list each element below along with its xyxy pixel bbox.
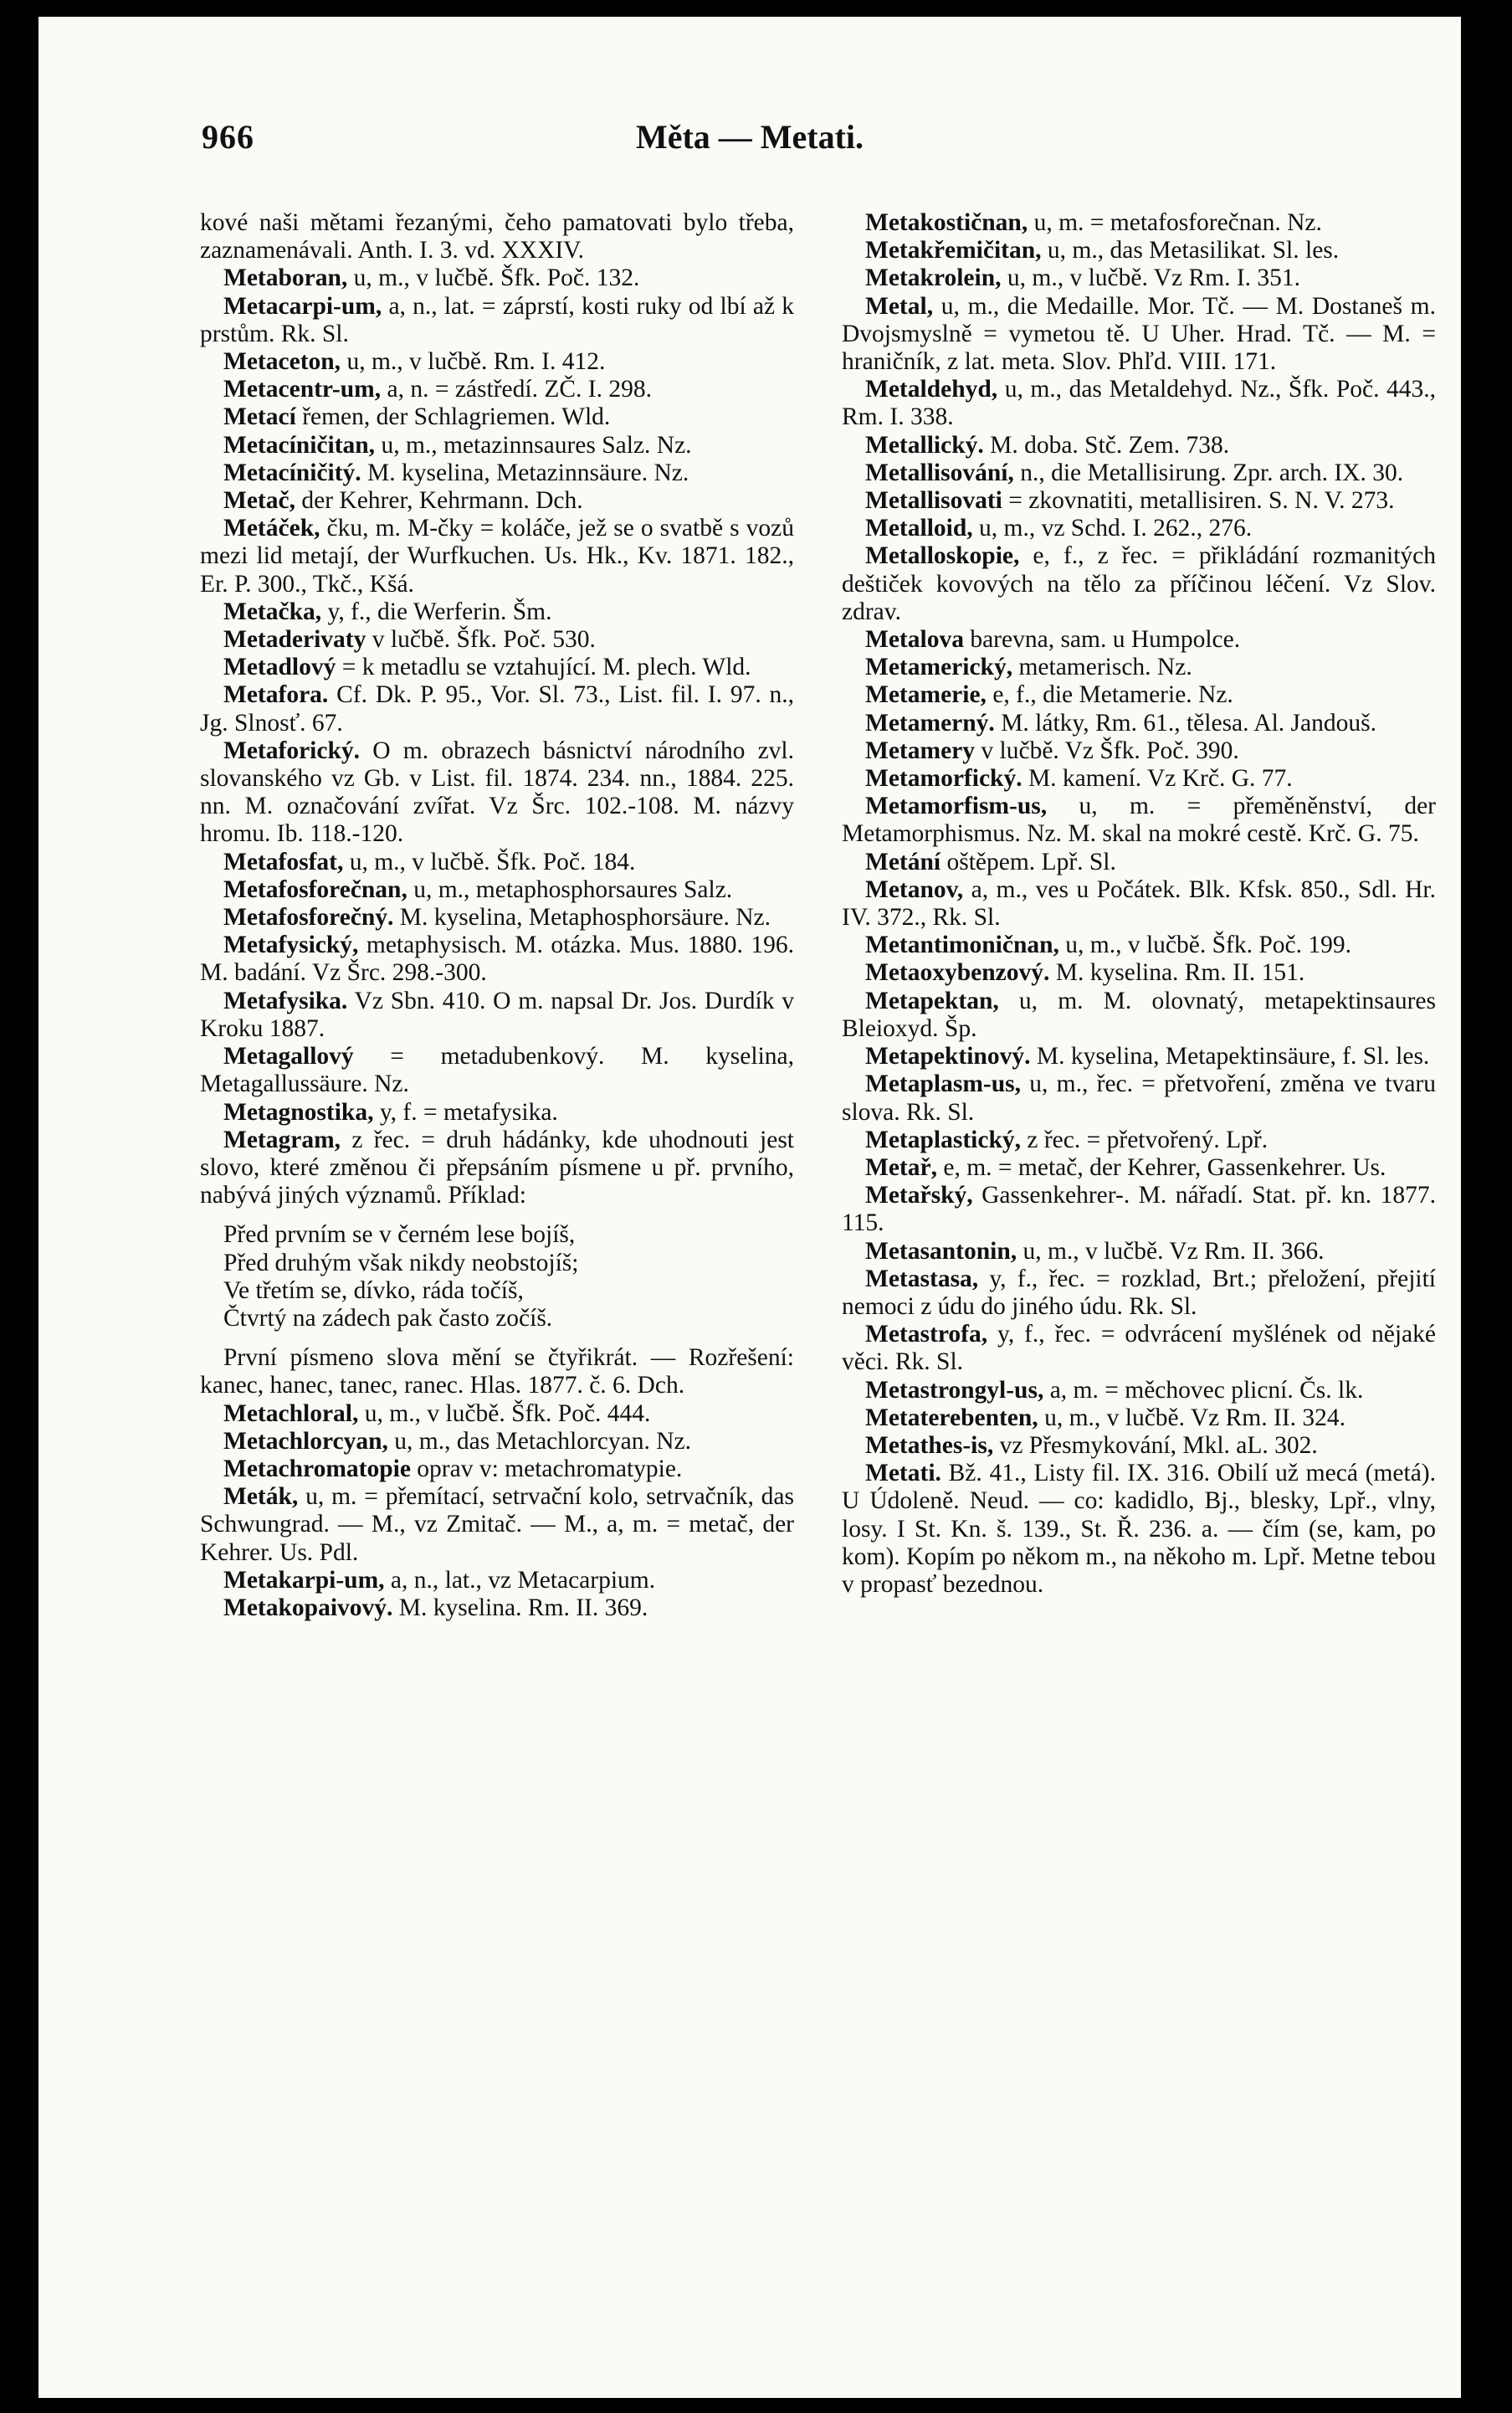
entry-text: u, m., v lučbě. Šfk. Poč. 184. xyxy=(343,848,636,875)
dictionary-entry xyxy=(200,209,794,264)
dictionary-entry xyxy=(842,1127,1436,1154)
entry-headword: Metaoxybenzový. xyxy=(865,959,1050,987)
entry-headword: Metafysika. xyxy=(223,987,348,1014)
dictionary-entry xyxy=(200,1594,794,1622)
entry-headword: Metapektinový. xyxy=(865,1043,1031,1070)
entry-headword: Metaboran, xyxy=(223,264,348,292)
dictionary-entry xyxy=(200,1483,794,1567)
dictionary-entry xyxy=(842,626,1436,654)
entry-text: a, n., lat., vz Metacarpium. xyxy=(384,1566,656,1594)
entry-headword: Meták, xyxy=(223,1483,299,1511)
entry-headword: Metaplasm-us, xyxy=(865,1070,1022,1098)
entry-headword: Metastrongyl-us, xyxy=(865,1376,1044,1404)
entry-text: u, m., v lučbě. Šfk. Poč. 199. xyxy=(1058,932,1351,959)
dictionary-entry xyxy=(842,876,1436,932)
entry-text: u, m., v lučbě. Vz Rm. I. 351. xyxy=(1001,264,1301,292)
page-number: 966 xyxy=(202,118,254,156)
entry-text: e, m. = metač, der Kehrer, Gassenkehrer. Us. xyxy=(936,1153,1386,1181)
entry-text: Vz Sbn. 410. O m. napsal Dr. Jos. Durdík v Kroku 1887. xyxy=(200,987,794,1042)
entry-headword: Metakarpi-um, xyxy=(223,1566,385,1594)
dictionary-entry xyxy=(200,403,794,431)
entry-text: metaphysisch. M. otázka. Mus. 1880. 196. M. badání. Vz Šrc. 298.-300. xyxy=(200,932,794,987)
dictionary-entry xyxy=(200,932,794,987)
entry-text: z řec. = druh hádánky, kde uhodnouti jest slovo, které změnou či přepsáním písmene u př. prvního, nabývá jiných významů. Příklad: xyxy=(200,1126,794,1209)
entry-text: u, m., die Medaille. Mor. Tč. — M. Dostaneš m. Dvojsmyslně = vymetou tě. U Uher. Hrad. Tč. — M. = hraničník, z lat. meta. Slov. Phľd. VIII. 171. xyxy=(842,292,1436,376)
dictionary-entry xyxy=(200,1567,794,1594)
entry-text: a, m. = měchovec plicní. Čs. lk. xyxy=(1043,1376,1364,1404)
dictionary-entry xyxy=(842,432,1436,459)
dictionary-entry xyxy=(842,264,1436,292)
entry-headword: Metapektan, xyxy=(865,987,999,1014)
dictionary-entry xyxy=(200,598,794,626)
entry-text: = k metadlu se vztahující. M. plech. Wld. xyxy=(336,654,751,681)
entry-text: Bž. 41., Listy fil. IX. 316. Obilí už mecá (metá). U Údoleně. Neud. — co: kadidlo, Bj., blesky, Lpř., vlny, losy. I St. Kn. š. 139., St. Ř. 236. a. — čím (se, kam, po kom). Kopím po někom m., na někoho m. Lpř. Metne tebou v propasť bezednou. xyxy=(842,1460,1436,1598)
dictionary-entry xyxy=(200,487,794,515)
entry-text: M. kyselina, Metazinnsäure. Nz. xyxy=(361,459,689,486)
dictionary-entry xyxy=(200,264,794,292)
dictionary-entry xyxy=(200,1456,794,1483)
right-column xyxy=(842,209,1436,1599)
dictionary-entry xyxy=(200,849,794,876)
dictionary-entry xyxy=(842,765,1436,793)
dictionary-entry xyxy=(842,1321,1436,1376)
dictionary-entry xyxy=(842,1238,1436,1266)
dictionary-entry xyxy=(200,737,794,849)
entry-headword: Metaterebenten, xyxy=(865,1404,1038,1431)
dictionary-entry xyxy=(200,293,794,348)
entry-text: u, m., das Metaldehyd. Nz., Šfk. Poč. 443., Rm. I. 338. xyxy=(842,376,1436,431)
entry-text: u, m. = přeměněnství, der Metamorphismus. Nz. M. skal na mokré cestě. Krč. G. 75. xyxy=(842,793,1436,848)
dictionary-entry xyxy=(200,681,794,737)
entry-headword: Metačka, xyxy=(223,598,322,625)
entry-headword: Metamorfism-us, xyxy=(865,793,1048,820)
dictionary-entry xyxy=(200,459,794,487)
entry-text: oštěpem. Lpř. Sl. xyxy=(941,848,1116,875)
dictionary-page xyxy=(38,17,1461,2398)
verse-line: Čtvrtý na zádech pak často zočíš. xyxy=(223,1304,553,1332)
entry-text: u, m., řec. = přetvoření, změna ve tvaru slova. Rk. Sl. xyxy=(842,1070,1436,1126)
entry-text: M. kyselina, Metaphosphorsäure. Nz. xyxy=(393,904,771,932)
entry-headword: Metathes-is, xyxy=(865,1431,994,1459)
entry-text: y, f., die Werferin. Šm. xyxy=(321,598,552,625)
entry-headword: Metařský, xyxy=(865,1182,973,1209)
entry-text: O m. obrazech básnictví národního zvl. slovanského vz Gb. v List. fil. 1874. 234. nn., 1884. 225. nn. M. označování zvířat. Vz Šrc. 102.-108. M. názvy hromu. Ib. 118.-120. xyxy=(200,737,794,848)
entry-headword: Metachloral, xyxy=(223,1399,359,1427)
left-column xyxy=(200,209,794,1622)
dictionary-entry xyxy=(200,654,794,681)
entry-text: v lučbě. Šfk. Poč. 530. xyxy=(366,626,596,654)
entry-text: v lučbě. Vz Šfk. Poč. 390. xyxy=(975,737,1239,764)
dictionary-entry xyxy=(842,376,1436,431)
dictionary-entry xyxy=(842,487,1436,515)
dictionary-entry xyxy=(842,1404,1436,1432)
entry-headword: Metakostičnan, xyxy=(865,209,1028,236)
dictionary-entry xyxy=(842,654,1436,681)
entry-headword: Metař, xyxy=(865,1153,937,1181)
entry-text: u, m., v lučbě. Šfk. Poč. 444. xyxy=(358,1399,651,1427)
entry-text: u, m., v lučbě. Rm. I. 412. xyxy=(341,348,606,376)
entry-headword: Metacentr-um, xyxy=(223,376,382,403)
entry-text: u, m., metazinnsaures Salz. Nz. xyxy=(375,431,692,459)
dictionary-entry xyxy=(842,710,1436,737)
entry-text: Cf. Dk. P. 95., Vor. Sl. 73., List. fil. I. 97. n., Jg. Slnosť. 67. xyxy=(200,681,794,737)
entry-headword: Metati. xyxy=(865,1460,941,1487)
dictionary-entry xyxy=(200,904,794,932)
entry-text: u, m., v lučbě. Vz Rm. II. 366. xyxy=(1017,1237,1325,1265)
entry-text: = metadubenkový. M. kyselina, Metagallussäure. Nz. xyxy=(200,1043,794,1098)
entry-headword: Metaceton, xyxy=(223,348,341,376)
entry-text: Gassenkehrer-. M. nářadí. Stat. př. kn. 1877. 115. xyxy=(842,1182,1436,1237)
entry-headword: Metasantonin, xyxy=(865,1237,1017,1265)
entry-text: M. látky, Rm. 61., tělesa. Al. Jandouš. xyxy=(994,709,1376,737)
entry-headword: Metafosforečný. xyxy=(223,904,394,932)
entry-text: První písmeno slova mění se čtyřikrát. — Rozřešení: kanec, hanec, tanec, ranec. Hlas. 1877. č. 6. Dch. xyxy=(200,1344,794,1399)
entry-headword: Metač, xyxy=(223,487,295,515)
entry-headword: Metafysický, xyxy=(223,932,359,959)
entry-headword: Metamery xyxy=(865,737,976,764)
entry-headword: Metafosfat, xyxy=(223,848,344,875)
entry-headword: Metalova xyxy=(865,626,964,654)
entry-text: M. kyselina, Metapektinsäure, f. Sl. les. xyxy=(1030,1043,1430,1070)
entry-text: u, m., das Metachlorcyan. Nz. xyxy=(387,1427,691,1455)
entry-headword: Metamerie, xyxy=(865,681,987,709)
entry-text: čku, m. M-čky = koláče, jež se o svatbě s vozů mezi lid metají, der Wurfkuchen. Us. Hk., Kv. 1871. 182., Er. P. 300., Tkč., Kšá. xyxy=(200,515,794,598)
entry-headword: Metakrolein, xyxy=(865,264,1002,292)
dictionary-entry xyxy=(842,209,1436,237)
dictionary-entry xyxy=(842,542,1436,626)
entry-headword: Metakopaivový. xyxy=(223,1594,393,1621)
entry-text: z řec. = přetvořený. Lpř. xyxy=(1021,1126,1269,1153)
dictionary-entry xyxy=(200,988,794,1043)
entry-headword: Metalloskopie, xyxy=(865,542,1020,570)
entry-headword: Metagallový xyxy=(223,1043,354,1070)
dictionary-entry xyxy=(842,932,1436,959)
entry-headword: Metání xyxy=(865,848,941,875)
dictionary-entry xyxy=(842,459,1436,487)
entry-headword: Metacarpi-um, xyxy=(223,292,382,320)
entry-text: u, m. = přemítací, setrvační kolo, setrvačník, das Schwungrad. — M., vz Zmitač. — M., a, m. = metač, der Kehrer. Us. Pdl. xyxy=(200,1483,794,1566)
entry-text: a, n., lat. = záprstí, kosti ruky od lbí až k prstům. Rk. Sl. xyxy=(200,292,794,347)
dictionary-entry xyxy=(842,1070,1436,1126)
entry-headword: Metantimoničnan, xyxy=(865,932,1059,959)
page-header xyxy=(38,117,1461,167)
entry-headword: Metaldehyd, xyxy=(865,376,998,403)
dictionary-entry xyxy=(842,1377,1436,1404)
dictionary-entry xyxy=(842,1182,1436,1237)
entry-text: y, f., řec. = odvrácení myšlének od nějaké věci. Rk. Sl. xyxy=(842,1321,1436,1376)
entry-text: e, f., z řec. = přikládání rozmanitých deštiček kovových na tělo za příčinou léčení. Vz Slov. zdrav. xyxy=(842,542,1436,625)
entry-headword: Metallický. xyxy=(865,431,984,459)
entry-text: M. kamení. Vz Krč. G. 77. xyxy=(1022,765,1293,793)
entry-headword: Metaplastický, xyxy=(865,1126,1021,1153)
entry-text: = zkovnatiti, metallisiren. S. N. V. 273. xyxy=(1002,487,1395,515)
dictionary-entry xyxy=(842,1154,1436,1182)
entry-headword: Metagnostika, xyxy=(223,1098,374,1126)
dictionary-entry xyxy=(842,1460,1436,1599)
dictionary-entry xyxy=(200,1428,794,1456)
entry-headword: Metáček, xyxy=(223,515,320,542)
entry-headword: Metaderivaty xyxy=(223,626,366,654)
verse-line: Před druhým však nikdy neobstojíš; xyxy=(223,1249,579,1276)
entry-text: e, f., die Metamerie. Nz. xyxy=(986,681,1233,709)
entry-headword: Metachlorcyan, xyxy=(223,1427,388,1455)
dictionary-entry xyxy=(842,959,1436,987)
dictionary-entry xyxy=(842,515,1436,542)
entry-text: kové naši mětami řezanými, čeho pamatovati bylo třeba, zaznamenávali. Anth. I. 3. vd. XXXIV. xyxy=(200,209,794,264)
dictionary-entry xyxy=(842,988,1436,1043)
entry-text: a, n. = zástředí. ZČ. I. 298. xyxy=(381,376,652,403)
entry-headword: Metagram, xyxy=(223,1126,341,1153)
dictionary-entry xyxy=(200,1127,794,1210)
entry-headword: Metaforický. xyxy=(223,737,360,764)
dictionary-entry xyxy=(842,1266,1436,1321)
dictionary-entry xyxy=(200,432,794,459)
entry-headword: Metanov, xyxy=(865,875,964,903)
entry-text: u, m., v lučbě. Vz Rm. II. 324. xyxy=(1038,1404,1346,1431)
dictionary-entry xyxy=(200,515,794,598)
entry-headword: Metamerický, xyxy=(865,654,1013,681)
dictionary-entry xyxy=(842,1043,1436,1070)
entry-headword: Metadlový xyxy=(223,654,336,681)
entry-headword: Metamorfický. xyxy=(865,765,1023,793)
entry-headword: Metallisování, xyxy=(865,459,1014,486)
entry-text: u, m. = metafosforečnan. Nz. xyxy=(1028,209,1322,236)
entry-headword: Metakřemičitan, xyxy=(865,237,1042,264)
entry-text: M. doba. Stč. Zem. 738. xyxy=(983,431,1230,459)
dictionary-entry xyxy=(842,737,1436,765)
entry-text: vz Přesmykování, Mkl. aL. 302. xyxy=(993,1431,1318,1459)
entry-text: y, f. = metafysika. xyxy=(373,1098,558,1126)
entry-headword: Metalloid, xyxy=(865,515,973,542)
entry-headword: Metal, xyxy=(865,292,934,320)
entry-text: M. kyselina. Rm. II. 151. xyxy=(1049,959,1305,987)
entry-headword: Metallisovati xyxy=(865,487,1002,515)
entry-text: řemen, der Schlagriemen. Wld. xyxy=(295,403,611,431)
entry-headword: Metastasa, xyxy=(865,1265,979,1292)
entry-text: u, m., vz Schd. I. 262., 276. xyxy=(972,515,1253,542)
dictionary-entry xyxy=(200,1400,794,1428)
dictionary-entry xyxy=(842,681,1436,709)
entry-text: barevna, sam. u Humpolce. xyxy=(963,626,1241,654)
entry-text: u, m. M. olovnatý, metapektinsaures Bleioxyd. Šp. xyxy=(842,987,1436,1042)
dictionary-entry xyxy=(200,626,794,654)
running-head: Měta — Metati. xyxy=(635,118,864,156)
entry-text: n., die Metallisirung. Zpr. arch. IX. 30. xyxy=(1013,459,1404,486)
dictionary-entry xyxy=(200,376,794,403)
entry-headword: Metastrofa, xyxy=(865,1321,988,1348)
dictionary-entry xyxy=(200,348,794,376)
entry-headword: Metafora. xyxy=(223,681,329,709)
entry-headword: Metamerný. xyxy=(865,709,995,737)
entry-text: M. kyselina. Rm. II. 369. xyxy=(392,1594,648,1621)
entry-headword: Metacíničitý. xyxy=(223,459,361,486)
entry-text: metamerisch. Nz. xyxy=(1012,654,1192,681)
verse-line: Před prvním se v černém lese bojíš, xyxy=(223,1221,576,1249)
dictionary-entry xyxy=(200,1043,794,1098)
verse-line: Ve třetím se, dívko, ráda točíš, xyxy=(223,1276,524,1304)
entry-text: u, m., v lučbě. Šfk. Poč. 132. xyxy=(347,264,640,292)
entry-text: u, m., metaphosphorsaures Salz. xyxy=(407,875,733,903)
entry-headword: Metací xyxy=(223,403,296,431)
entry-text: oprav v: metachromatypie. xyxy=(410,1455,683,1482)
entry-text: a, m., ves u Počátek. Blk. Kfsk. 850., Sdl. Hr. IV. 372., Rk. Sl. xyxy=(842,875,1436,932)
dictionary-entry xyxy=(842,849,1436,876)
entry-headword: Metacíničitan, xyxy=(223,431,376,459)
dictionary-entry xyxy=(842,1432,1436,1460)
entry-text: der Kehrer, Kehrmann. Dch. xyxy=(295,487,583,515)
dictionary-entry xyxy=(842,793,1436,848)
entry-headword: Metachromatopie xyxy=(223,1455,411,1482)
entry-text: y, f., řec. = rozklad, Brt.; přeložení, přejití nemoci z údu do jiného údu. Rk. Sl. xyxy=(842,1265,1436,1320)
dictionary-entry xyxy=(200,1344,794,1399)
dictionary-entry xyxy=(842,237,1436,264)
dictionary-entry xyxy=(842,293,1436,377)
dictionary-entry xyxy=(200,876,794,904)
entry-headword: Metafosforečnan, xyxy=(223,875,407,903)
entry-text: u, m., das Metasilikat. Sl. les. xyxy=(1041,237,1340,264)
dictionary-entry xyxy=(200,1099,794,1127)
